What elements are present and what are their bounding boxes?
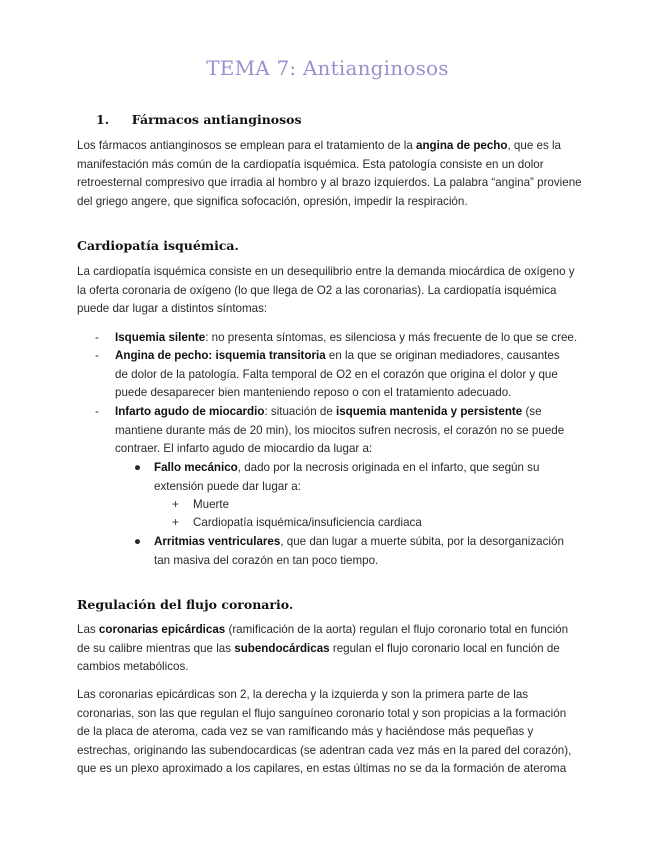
page-title: TEMA 7: Antianginosos (206, 56, 449, 80)
sub-item-fallo-mecanico (154, 459, 554, 496)
sub-item-arritmias (154, 533, 574, 570)
text-run: , dado por la necrosis originada en el infarto, que según su extensión puede dar lugar a: (154, 461, 540, 493)
section-title: Fármacos antianginosos (131, 112, 302, 127)
bold-term: Fallo mecánico (154, 461, 238, 474)
heading-regulacion: Regulación del flujo coronario. (77, 597, 294, 612)
bold-term: angina de pecho (416, 139, 508, 152)
dot-bullet: ● (134, 461, 142, 474)
list-item-isquemia-silente (115, 329, 585, 348)
sub-sub-item-cardiopatia: Cardiopatía isquémica/insuficiencia cardiaca (193, 516, 422, 529)
text-run: (ramificación de la aorta) regulan el flujo coronario total en función de su calibre mientras que las (77, 623, 569, 655)
section-number: 1. (96, 112, 110, 127)
bold-term: Infarto agudo de miocardio (115, 405, 265, 418)
heading-cardiopatia: Cardiopatía isquémica. (77, 238, 239, 253)
text-run: : situación de (264, 405, 336, 418)
text-run: Los fármacos antianginosos se emplean para el tratamiento de la (77, 139, 416, 152)
list-item-infarto (115, 403, 575, 459)
paragraph-regulacion-2: Las coronarias epicárdicas son 2, la derecha y la izquierda y son la primera parte de las coronarias, son las que regulan el flujo sanguíneo coronario total y son propicias a la formación de la placa de ateroma, cada vez se van ramificando más y haciéndose más pequeñas y estrechas, originando las subendocardicas (se adentran cada vez más en la pared del corazón), que es un plexo aproximado a los capilares, en estas últimas no se da la formación de ateroma (77, 688, 572, 776)
bold-term: subendocárdicas (234, 641, 330, 655)
dash-bullet: - (95, 405, 99, 418)
bold-term: Angina de pecho: isquemia transitoria (115, 349, 326, 362)
paragraph-regulacion-1 (77, 621, 582, 677)
section-heading-farmacos (96, 112, 302, 127)
text-run: regulan el flujo coronario local en función de cambios metabólicos. (77, 641, 560, 674)
text-run: , que es la manifestación más común de la cardiopatía isquémica. Esta patología consiste en un dolor retroesternal compresivo que irradia al hombro y al brazo izquierdos. La palabra “angina” proviene del griego angere, que significa sofocación, opresión, impedir la respiración. (77, 139, 582, 208)
sub-sub-item-muerte: Muerte (193, 498, 230, 511)
plus-bullet: + (172, 516, 179, 529)
text-run: , que dan lugar a muerte súbita, por la desorganización tan masiva del corazón en tan poco tiempo. (154, 535, 564, 567)
text-run: (se mantiene durante más de 20 min), los miocitos sufren necrosis, el corazón no se puede contraer. El infarto agudo de miocardio da lugar a: (115, 405, 565, 456)
bold-term: coronarias epicárdicas (98, 623, 226, 636)
bold-term: Arritmias ventriculares (154, 535, 281, 548)
plus-bullet: + (172, 498, 179, 511)
text-run: en la que se originan mediadores, causantes de dolor de la patología. Falta temporal de O2 en el corazón que origina el dolor y que puede desaparecer bien manteniendo reposo o con el tratamiento adecuado. (115, 349, 560, 400)
dash-bullet: - (95, 331, 99, 344)
text-run: Las (77, 623, 99, 636)
bold-term: isquemia mantenida y persistente (336, 405, 523, 418)
text-run: : no presenta síntomas, es silenciosa y más frecuente de lo que se cree. (205, 331, 578, 344)
paragraph-intro (77, 137, 582, 211)
dot-bullet: ● (134, 535, 142, 548)
dash-bullet: - (95, 349, 99, 362)
paragraph-cardiopatia: La cardiopatía isquémica consiste en un desequilibrio entre la demanda miocárdica de oxígeno y la oferta coronaria de oxígeno (lo que llega de O2 a las coronarias). La cardiopatía isquémica puede dar lugar a distintos síntomas: (77, 265, 575, 316)
bold-term: Isquemia silente (115, 331, 206, 344)
list-item-angina (115, 347, 570, 403)
